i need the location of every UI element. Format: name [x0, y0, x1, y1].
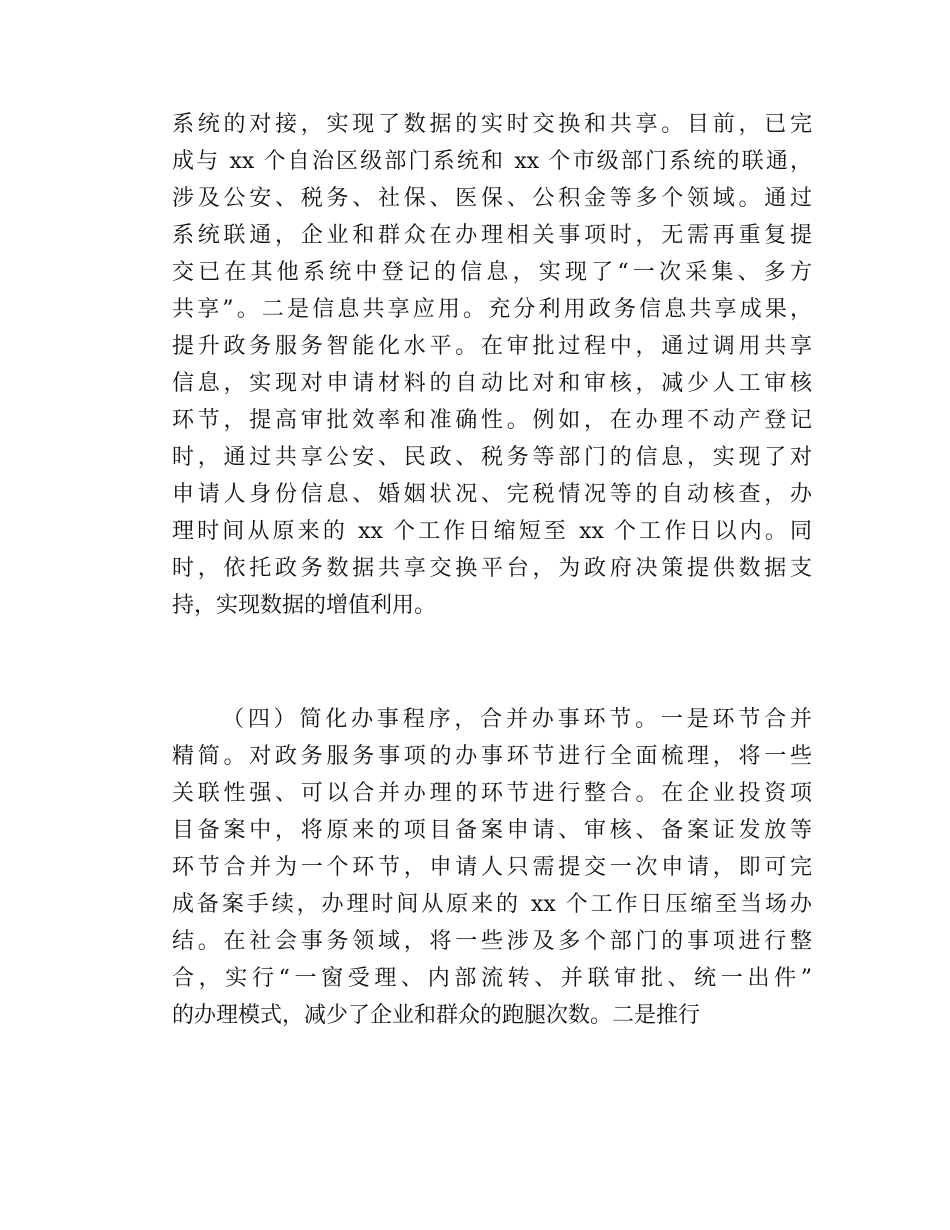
paragraph-line: 共享”。二是信息共享应用。充分利用政务信息共享成果， — [172, 297, 812, 322]
paragraph-line: 系统联通，企业和群众在办理相关事项时，无需再重复提 — [172, 223, 812, 248]
body-paragraph-2 — [172, 701, 812, 1034]
paragraph-line: 系统的对接，实现了数据的实时交换和共享。目前，已完 — [172, 112, 812, 137]
paragraph-line: 成与 xx 个自治区级部门系统和 xx 个市级部门系统的联通， — [172, 149, 812, 174]
paragraph-line: 结。在社会事务领域，将一些涉及多个部门的事项进行整 — [172, 929, 812, 954]
paragraph-line: 精简。对政务服务事项的办事环节进行全面梳理，将一些 — [172, 744, 812, 769]
paragraph-line: 关联性强、可以合并办理的环节进行整合。在企业投资项 — [172, 781, 812, 806]
paragraph-line: 目备案中，将原来的项目备案申请、审核、备案证发放等 — [172, 818, 812, 843]
paragraph-line: 环节合并为一个环节，申请人只需提交一次申请，即可完 — [172, 855, 812, 880]
paragraph-line: 持，实现数据的增值利用。 — [172, 593, 437, 618]
paragraph-line: 交已在其他系统中登记的信息，实现了“一次采集、多方 — [172, 260, 812, 285]
paragraph-line: 涉及公安、税务、社保、医保、公积金等多个领域。通过 — [172, 186, 812, 211]
paragraph-line: 信息，实现对申请材料的自动比对和审核，减少人工审核 — [172, 371, 812, 396]
body-paragraph-1 — [172, 106, 812, 624]
paragraph-line: （四）简化办事程序，合并办事环节。一是环节合并 — [222, 707, 812, 732]
paragraph-line: 合，实行“一窗受理、内部流转、并联审批、统一出件” — [172, 966, 812, 991]
paragraph-line: 的办理模式，减少了企业和群众的跑腿次数。二是推行 — [172, 1003, 701, 1028]
paragraph-line: 时，通过共享公安、民政、税务等部门的信息，实现了对 — [172, 445, 812, 470]
paragraph-line: 环节，提高审批效率和准确性。例如，在办理不动产登记 — [172, 408, 812, 433]
paragraph-line: 时，依托政务数据共享交换平台，为政府决策提供数据支 — [172, 556, 812, 581]
paragraph-line: 申请人身份信息、婚姻状况、完税情况等的自动核查，办 — [172, 482, 812, 507]
paragraph-line: 提升政务服务智能化水平。在审批过程中，通过调用共享 — [172, 334, 812, 359]
paragraph-line: 理时间从原来的 xx 个工作日缩短至 xx 个工作日以内。同 — [172, 519, 812, 544]
paragraph-line: 成备案手续，办理时间从原来的 xx 个工作日压缩至当场办 — [172, 892, 812, 917]
